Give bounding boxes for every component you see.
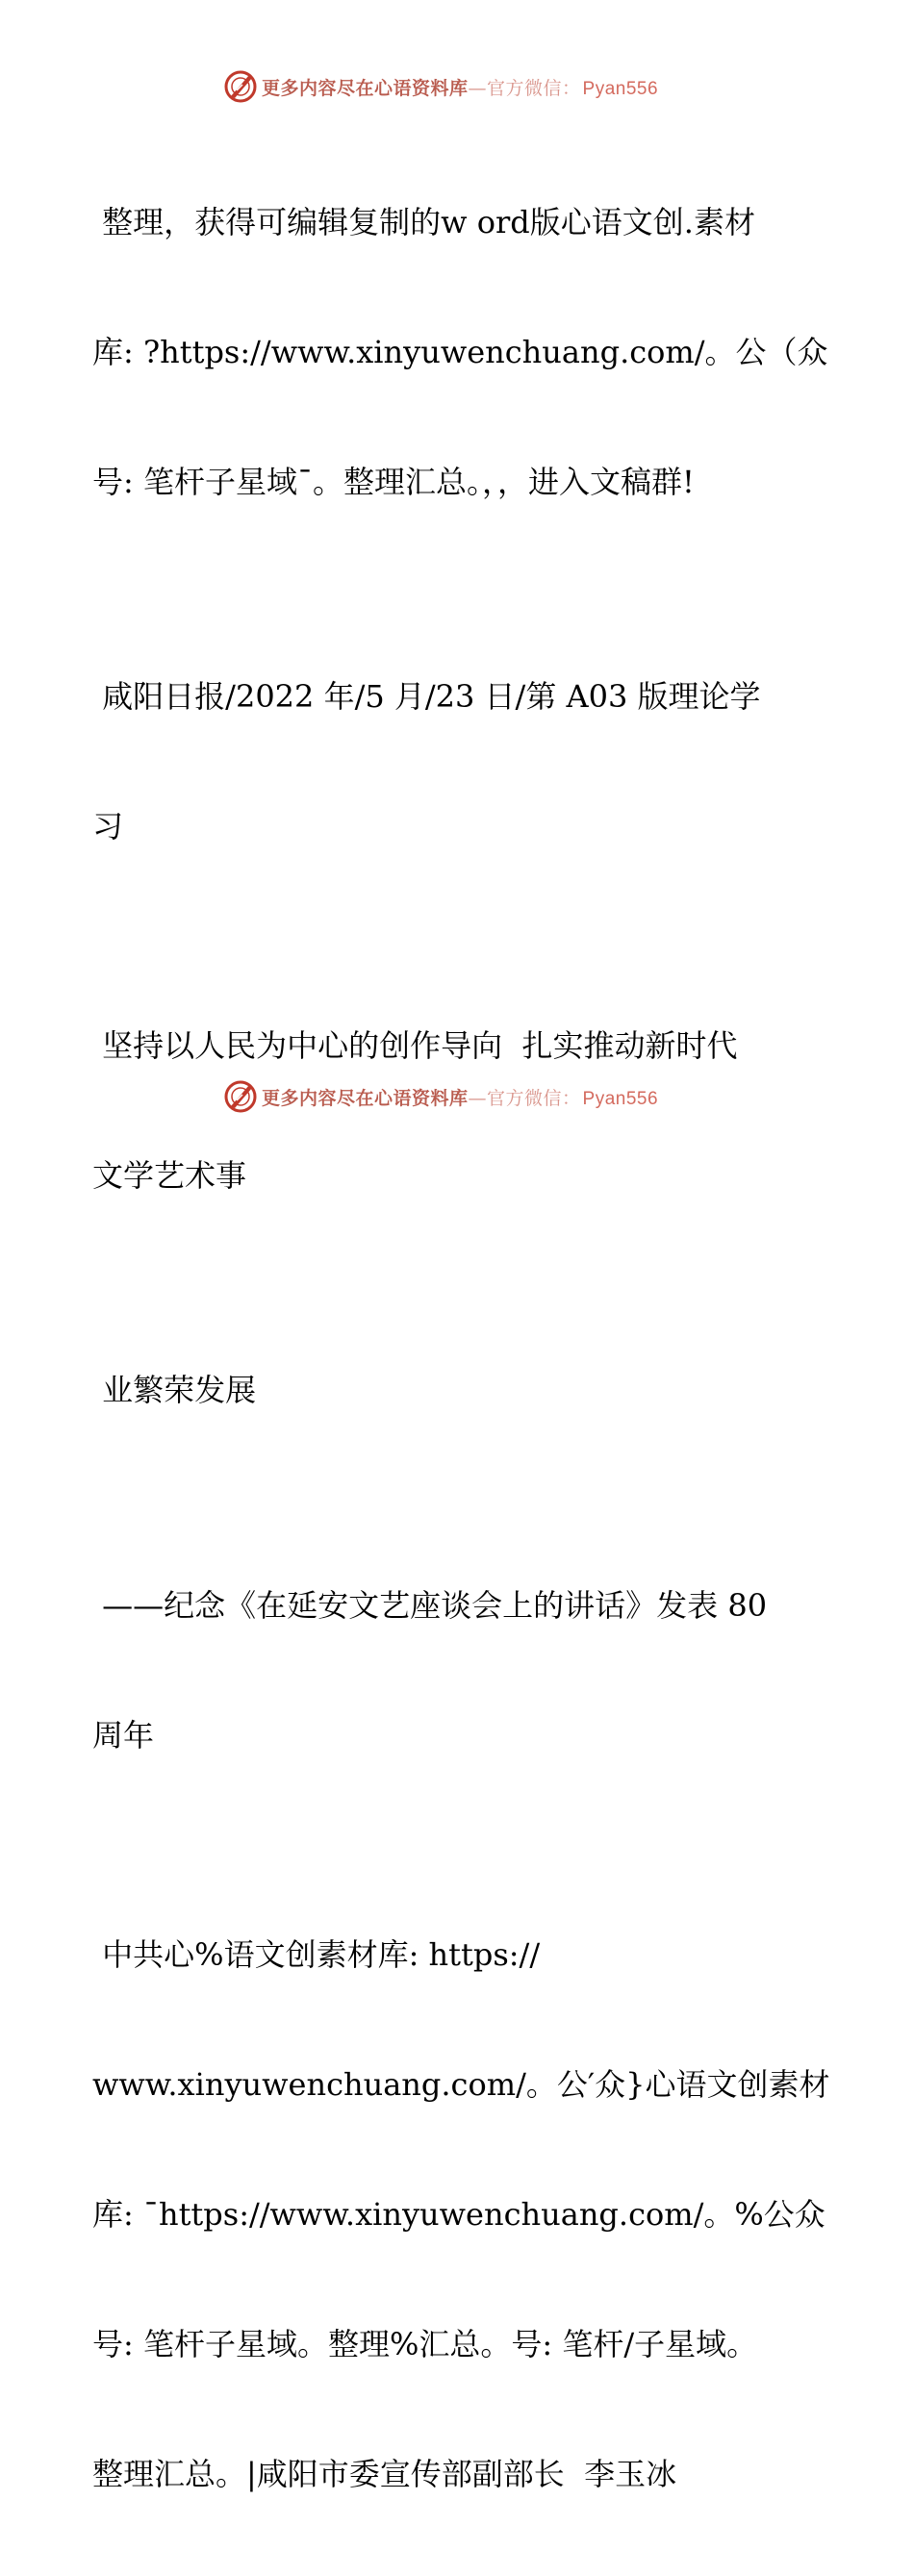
text-line: 文学艺术事 xyxy=(92,1157,247,1194)
header-banner-text xyxy=(262,74,658,100)
header-banner xyxy=(0,67,914,106)
paragraph-source xyxy=(92,595,843,928)
red-quill-circle-icon xyxy=(223,69,258,104)
text-line: 周年 xyxy=(92,1717,155,1754)
text-line: 整理汇总。|咸阳市委宣传部副部长 李玉冰 xyxy=(92,2456,677,2492)
footer-banner xyxy=(0,1077,914,1116)
text-line: 库: ?https://www.xinyuwenchuang.com/。公（众 xyxy=(92,334,828,370)
text-line: 库: ¯https://www.xinyuwenchuang.com/。%公众 xyxy=(92,2196,825,2233)
text-line: 咸阳日报/2022 年/5 月/23 日/第 A03 版理论学 xyxy=(92,678,761,715)
paragraph-subtitle xyxy=(92,1504,843,1837)
paragraph-promo xyxy=(92,121,843,584)
footer-wechat-label: 官方微信： xyxy=(487,1087,581,1109)
text-line: 号: 笔杆子星域¯。整理汇总。，，进入文稿群! xyxy=(92,464,695,500)
text-line: 中共心%语文创素材库: https:// xyxy=(92,1936,541,1973)
header-site-text: 更多内容尽在心语资料库 xyxy=(262,77,469,99)
footer-banner-text xyxy=(262,1084,658,1110)
text-line: 业繁荣发展 xyxy=(92,1372,257,1408)
text-line: ——纪念《在延安文艺座谈会上的讲话》发表 80 xyxy=(92,1587,768,1624)
text-line: 整理，获得可编辑复制的w ord版心语文创.素材 xyxy=(92,204,755,240)
paragraph-author xyxy=(92,1854,843,2576)
paragraph-title-cont xyxy=(92,1289,843,1492)
text-line: 习 xyxy=(92,808,124,845)
header-dash: — xyxy=(468,77,488,99)
article-body xyxy=(92,121,843,2576)
header-wechat-id: Pyan556 xyxy=(582,78,659,99)
footer-wechat-id: Pyan556 xyxy=(582,1088,659,1109)
footer-banner-content xyxy=(223,1077,658,1116)
footer-dash: — xyxy=(468,1087,488,1109)
footer-site-text: 更多内容尽在心语资料库 xyxy=(262,1087,469,1109)
text-line: 坚持以人民为中心的创作导向 扎实推动新时代 xyxy=(92,1027,738,1064)
red-quill-circle-icon xyxy=(223,1079,258,1114)
header-wechat-label: 官方微信： xyxy=(487,77,581,99)
header-banner-content xyxy=(223,67,658,106)
text-line: www.xinyuwenchuang.com/。公′众}心语文创素材 xyxy=(92,2066,830,2103)
text-line: 号: 笔杆子星域。整理%汇总。号: 笔杆/子星域。 xyxy=(92,2326,758,2362)
